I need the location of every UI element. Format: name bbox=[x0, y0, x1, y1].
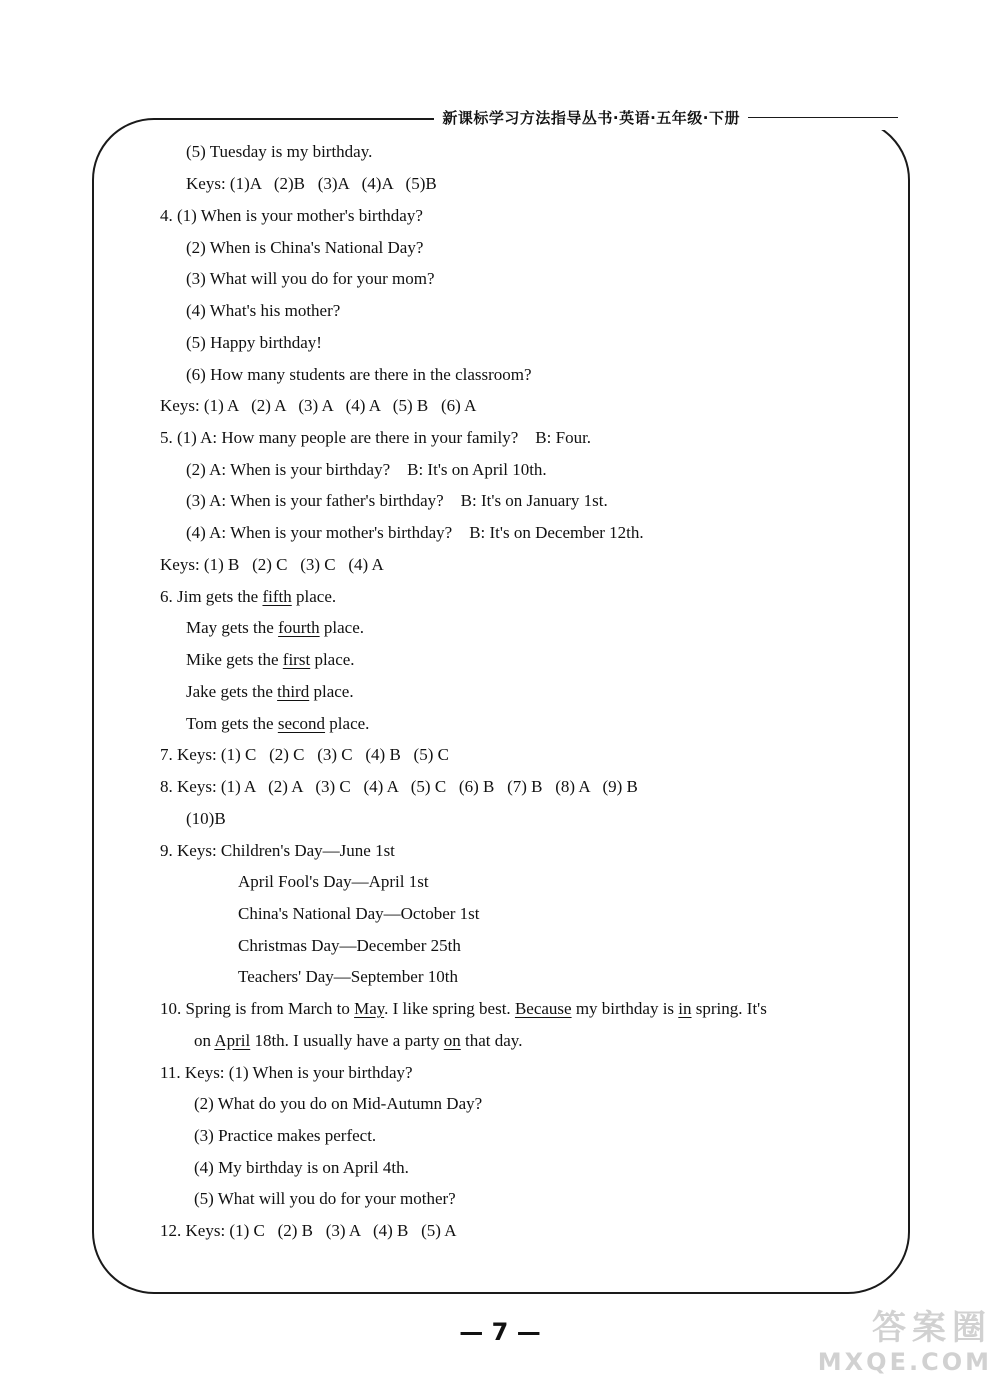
q6-line-1-suffix: place. bbox=[291, 587, 337, 606]
q3-item-5: (5) Tuesday is my birthday. bbox=[186, 142, 373, 161]
q4-item-5: (5) Happy birthday! bbox=[186, 333, 322, 352]
q9-line-5: Teachers' Day—September 10th bbox=[238, 967, 458, 986]
q10-answer-3: in bbox=[678, 999, 692, 1018]
q4-keys: Keys: (1) A (2) A (3) A (4) A (5) B (6) A bbox=[160, 396, 477, 415]
q10-line-1 bbox=[160, 998, 767, 1020]
q9-line-2: April Fool's Day—April 1st bbox=[238, 872, 429, 891]
q9-line-1: 9. Keys: Children's Day—June 1st bbox=[160, 841, 395, 860]
q6-line-5 bbox=[186, 713, 369, 735]
q6-line-5-suffix: place. bbox=[325, 714, 370, 733]
q10-text: . I like spring best. bbox=[384, 999, 515, 1018]
q10-text: 10. Spring is from March to bbox=[160, 999, 355, 1018]
header-rule bbox=[748, 117, 898, 118]
watermark-logo-text: 答案圈 bbox=[872, 1308, 992, 1348]
q10-text: on bbox=[194, 1031, 215, 1050]
q6-line-1-answer: fifth bbox=[262, 587, 292, 606]
q10-answer-5: on bbox=[443, 1031, 461, 1050]
q6-line-2-suffix: place. bbox=[319, 618, 364, 637]
q6-line-2-answer: fourth bbox=[278, 618, 320, 637]
q10-text: my birthday is bbox=[571, 999, 679, 1018]
q6-line-3-answer: first bbox=[282, 650, 311, 669]
page-number: — 7 — bbox=[459, 1318, 541, 1346]
q10-text: spring. It's bbox=[691, 999, 767, 1018]
q12-keys: 12. Keys: (1) C (2) B (3) A (4) B (5) A bbox=[160, 1221, 457, 1240]
q6-line-4-answer: third bbox=[277, 682, 310, 701]
q5-item-3: (3) A: When is your father's birthday? B: It's on January 1st. bbox=[186, 491, 608, 510]
watermark bbox=[762, 1308, 992, 1380]
q11-line-2: (2) What do you do on Mid-Autumn Day? bbox=[194, 1094, 483, 1113]
q6-line-2-prefix: May gets the bbox=[186, 618, 279, 637]
q6-line-5-answer: second bbox=[277, 714, 326, 733]
q4-item-1: 4. (1) When is your mother's birthday? bbox=[160, 206, 423, 225]
q7-keys: 7. Keys: (1) C (2) C (3) C (4) B (5) C bbox=[160, 745, 449, 764]
q5-item-1: 5. (1) A: How many people are there in your family? B: Four. bbox=[160, 428, 592, 447]
page-frame bbox=[92, 118, 910, 1294]
q11-line-3: (3) Practice makes perfect. bbox=[194, 1126, 377, 1145]
q3-keys: Keys: (1)A (2)B (3)A (4)A (5)B bbox=[186, 174, 437, 193]
watermark-site-text: MXQE.COM bbox=[817, 1348, 992, 1376]
q6-line-4-prefix: Jake gets the bbox=[186, 682, 278, 701]
q6-line-5-prefix: Tom gets the bbox=[186, 714, 278, 733]
q9-line-4: Christmas Day—December 25th bbox=[238, 936, 461, 955]
q10-text: 18th. I usually have a party bbox=[250, 1031, 444, 1050]
q6-line-4 bbox=[186, 681, 354, 703]
q10-answer-1: May bbox=[354, 999, 385, 1018]
q6-line-1-prefix: 6. Jim gets the bbox=[160, 587, 263, 606]
q6-line-1 bbox=[160, 586, 336, 608]
q4-item-3: (3) What will you do for your mom? bbox=[186, 269, 435, 288]
q4-item-2: (2) When is China's National Day? bbox=[186, 238, 424, 257]
q5-item-2: (2) A: When is your birthday? B: It's on April 10th. bbox=[186, 460, 547, 479]
q5-item-4: (4) A: When is your mother's birthday? B: It's on December 12th. bbox=[186, 523, 644, 542]
q4-item-6: (6) How many students are there in the classroom? bbox=[186, 365, 532, 384]
q8-keys-line-1: 8. Keys: (1) A (2) A (3) C (4) A (5) C (6) B (7) B (8) A (9) B bbox=[160, 777, 638, 796]
q10-answer-4: April bbox=[214, 1031, 251, 1050]
q8-keys-line-2: (10)B bbox=[186, 809, 226, 828]
q11-line-4: (4) My birthday is on April 4th. bbox=[194, 1158, 409, 1177]
q6-line-4-suffix: place. bbox=[309, 682, 354, 701]
q6-line-2 bbox=[186, 617, 364, 639]
q5-keys: Keys: (1) B (2) C (3) C (4) A bbox=[160, 555, 384, 574]
q4-item-4: (4) What's his mother? bbox=[186, 301, 341, 320]
q6-line-3 bbox=[186, 649, 355, 671]
q6-line-3-prefix: Mike gets the bbox=[186, 650, 283, 669]
header bbox=[434, 104, 904, 130]
header-title: 新课标学习方法指导丛书·英语·五年级·下册 bbox=[442, 108, 740, 127]
q11-line-5: (5) What will you do for your mother? bbox=[194, 1189, 456, 1208]
q6-line-3-suffix: place. bbox=[310, 650, 355, 669]
q10-text: that day. bbox=[460, 1031, 523, 1050]
q10-line-2 bbox=[194, 1030, 522, 1052]
q11-line-1: 11. Keys: (1) When is your birthday? bbox=[160, 1063, 413, 1082]
q10-answer-2: Because bbox=[514, 999, 572, 1018]
q9-line-3: China's National Day—October 1st bbox=[238, 904, 480, 923]
